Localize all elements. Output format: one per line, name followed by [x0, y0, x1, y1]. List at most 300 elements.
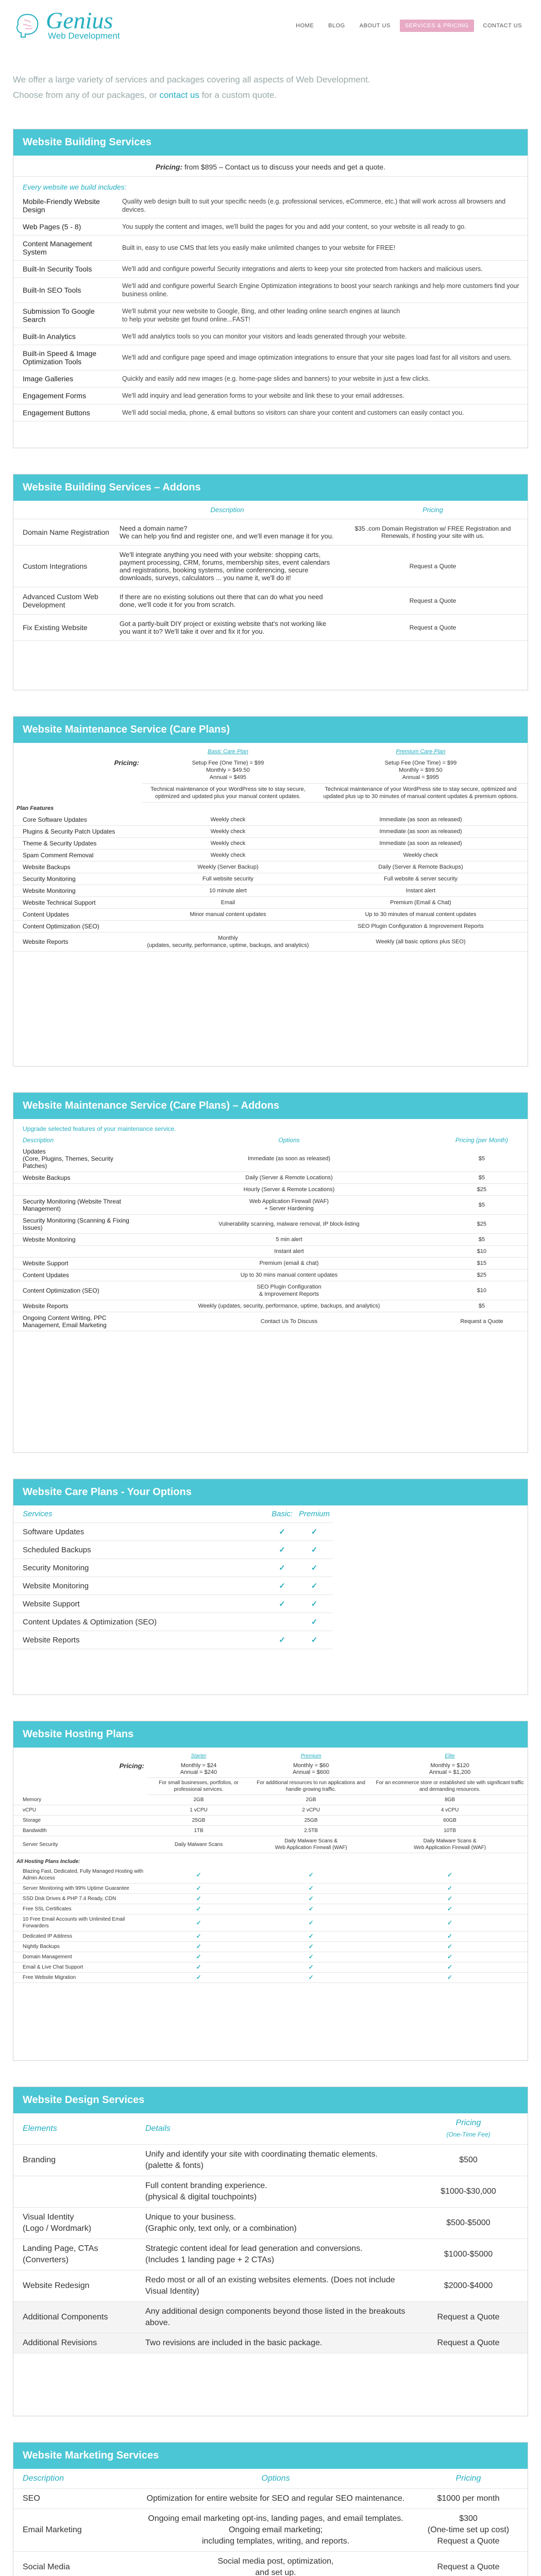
starter-check-icon: ✓ [147, 1884, 250, 1894]
table-row [13, 1312, 528, 1331]
premium-desc: Technical maintenance of your WordPress site to stay secure, optimized and updated plus up to 30 minutes of manual content updates & premium options. [314, 784, 528, 803]
elite-check-icon: ✓ [372, 1894, 528, 1904]
table-row [13, 885, 528, 897]
feature-label: Free Website Migration [13, 1973, 147, 1983]
table-row [13, 1559, 333, 1577]
table-row [13, 1952, 528, 1962]
row-description: We'll integrate anything you need with your website: shopping carts, payment processing, CRM, forums, membership sites, event calendars and registrations, booking systems, online conferencing, secure downloads, surveys, calculators ... you name it, we'll do it! [116, 546, 338, 587]
premium-check-icon: ✓ [250, 1867, 372, 1884]
plan-heading: Premium [300, 1753, 322, 1759]
table-row [13, 850, 528, 861]
care-addons-sub: Upgrade selected features of your maintenance service. [23, 1125, 176, 1132]
row-option: Daily (Server & Remote Locations) [142, 1172, 436, 1184]
spec-label: vCPU [13, 1805, 147, 1816]
hosting-card [13, 1721, 528, 2061]
row-price: $25 [436, 1215, 528, 1234]
card-title: Website Maintenance Service (Care Plans) [13, 717, 528, 743]
row-price: $1000-$30,000 [409, 2176, 528, 2208]
spec-label: Server Security [13, 1836, 147, 1853]
premium-check-icon: ✓ [250, 1952, 372, 1962]
table-row [13, 873, 528, 885]
starter-check-icon: ✓ [147, 1904, 250, 1914]
starter-check-icon: ✓ [147, 1931, 250, 1942]
premium-check-icon: ✓ [296, 1631, 333, 1649]
col-details: Details [142, 2113, 409, 2145]
table-row [13, 261, 528, 278]
feature-label: Dedicated IP Address [13, 1931, 147, 1942]
premium-check-icon: ✓ [250, 1973, 372, 1983]
row-label: Built-In SEO Tools [13, 278, 119, 303]
care-plans-card [13, 716, 528, 1066]
table-row [13, 1577, 333, 1595]
table-row [13, 1884, 528, 1894]
care-addons-card [13, 1092, 528, 1453]
row-option: Up to 30 mins manual content updates [142, 1269, 436, 1281]
basic-price: Setup Fee (One Time) = $99 Monthly = $49.50 Annual = $495 [192, 760, 264, 781]
intro-text [13, 72, 528, 103]
row-price: $300 (One-time set up cost) Request a Quote [409, 2509, 528, 2552]
premium-value: Immediate (as soon as released) [314, 814, 528, 826]
premium-plan-heading: Premium Care Plan [396, 749, 446, 755]
plan-desc: For additional resources to run applications and handle growing traffic. [250, 1778, 372, 1795]
table-row [13, 1146, 528, 1172]
row-details: Any additional design components beyond those listed in the breakouts above. [142, 2302, 409, 2333]
table-row [13, 2239, 528, 2270]
row-details: Unify and identify your site with coordinating thematic elements. (palette & fonts) [142, 2145, 409, 2176]
plan-price: Monthly = $60 Annual = $600 [292, 1762, 330, 1775]
table-row [13, 235, 528, 261]
row-label: Plugins & Security Patch Updates [13, 826, 142, 838]
row-option: Contact Us To Discuss [142, 1312, 436, 1331]
row-option: Ongoing email marketing opt-ins, landing pages, and email templates. Ongoing email marketing; including templates, writing, and reports. [142, 2509, 409, 2552]
feature-label: Nightly Backups [13, 1942, 147, 1952]
elite-value: 4 vCPU [372, 1805, 528, 1816]
table-row [13, 1942, 528, 1952]
table-row [13, 1269, 528, 1281]
row-price: Request a Quote [338, 587, 528, 615]
premium-check-icon: ✓ [296, 1613, 333, 1631]
elite-check-icon: ✓ [372, 1931, 528, 1942]
row-label: Website Redesign [13, 2270, 142, 2302]
contact-us-link[interactable]: contact us [159, 90, 199, 100]
row-option: Instant alert [142, 1246, 436, 1258]
row-label: Visual Identity (Logo / Wordmark) [13, 2208, 142, 2239]
basic-check-icon: ✓ [268, 1541, 296, 1559]
table-row [13, 546, 528, 587]
premium-value: 2GB [250, 1795, 372, 1805]
row-description: If there are no existing solutions out there that can do what you need done, we'll code it for you from scratch. [116, 587, 338, 615]
starter-check-icon: ✓ [147, 1867, 250, 1884]
row-label: Landing Page, CTAs (Converters) [13, 2239, 142, 2270]
intro-line-1: We offer a large variety of services and packages covering all aspects of Web Development. [13, 75, 370, 84]
table-row [13, 1172, 528, 1184]
row-label: Built-In Security Tools [13, 261, 119, 278]
premium-value: Instant alert [314, 885, 528, 897]
row-price: $5 [436, 1172, 528, 1184]
table-row [13, 1836, 528, 1853]
brand-subtitle: Web Development [48, 31, 120, 41]
elite-value: 10TB [372, 1826, 528, 1836]
elite-value: 8GB [372, 1795, 528, 1805]
row-label: Web Pages (5 - 8) [13, 218, 119, 235]
col-elements: Elements [13, 2113, 142, 2145]
row-label: Website Support [13, 1595, 268, 1613]
row-option: SEO Plugin Configuration & Improvement Reports [142, 1281, 436, 1300]
features-label: All Hosting Plans Include: [16, 1859, 80, 1865]
row-label: SEO [13, 2489, 142, 2509]
row-label: Website Technical Support [13, 897, 142, 909]
row-price: $2000-$4000 [409, 2270, 528, 2302]
table-row [13, 826, 528, 838]
table-row [13, 387, 528, 404]
table-row [13, 404, 528, 421]
premium-check-icon: ✓ [250, 1931, 372, 1942]
starter-check-icon: ✓ [147, 1894, 250, 1904]
card-title: Website Hosting Plans [13, 1721, 528, 1748]
row-label: Ongoing Content Writing, PPC Management, Email Marketing [13, 1312, 142, 1331]
card-title: Website Building Services [13, 129, 528, 156]
row-label: Website Reports [13, 1631, 268, 1649]
table-row [13, 1962, 528, 1973]
row-label: Advanced Custom Web Development [13, 587, 116, 615]
premium-check-icon: ✓ [250, 1894, 372, 1904]
table-row [13, 1541, 333, 1559]
row-label [13, 1246, 142, 1258]
row-label: Social Media [13, 2552, 142, 2576]
table-row [13, 921, 528, 933]
basic-value: Weekly check [142, 826, 314, 838]
col-pricing: Pricing [409, 2469, 528, 2489]
premium-value: Weekly (all basic options plus SEO) [314, 933, 528, 952]
elite-value: 60GB [372, 1816, 528, 1826]
table-row [13, 1215, 528, 1234]
row-price: $25 [436, 1184, 528, 1196]
row-label: Engagement Buttons [13, 404, 119, 421]
premium-value: Daily Malware Scans & Web Application Firewall (WAF) [250, 1836, 372, 1853]
row-description: We'll add inquiry and lead generation forms to your website and link these to your email addresses. [119, 387, 528, 404]
elite-check-icon: ✓ [372, 1904, 528, 1914]
row-details: Unique to your business. (Graphic only, text only, or a combination) [142, 2208, 409, 2239]
basic-check-icon: ✓ [268, 1595, 296, 1613]
premium-check-icon: ✓ [296, 1523, 333, 1541]
row-label: Content Optimization (SEO) [13, 1281, 142, 1300]
starter-check-icon: ✓ [147, 1962, 250, 1973]
col-pricing: Pricing [338, 501, 528, 519]
row-label: Spam Comment Removal [13, 850, 142, 861]
table-row [13, 2552, 528, 2576]
row-description: We'll add and configure powerful Search Engine Optimization integrations to boost your search rankings and help more customers find your business online. [119, 278, 528, 303]
table-row [13, 1914, 528, 1931]
premium-value: Immediate (as soon as released) [314, 826, 528, 838]
row-label: Website Support [13, 1258, 142, 1269]
basic-plan-heading: Basic Care Plan [207, 749, 248, 755]
care-options-card [13, 1479, 528, 1695]
row-description: We'll add and configure powerful Security integrations and alerts to keep your site protected from hackers and malicious users. [119, 261, 528, 278]
nav-blog[interactable]: BLOG [328, 23, 345, 29]
row-price: Request a Quote [409, 2552, 528, 2576]
basic-check-icon [268, 1613, 296, 1631]
plan-desc: For small businesses, portfolios, or professional services. [147, 1778, 250, 1795]
basic-value: Weekly (Server Backup) [142, 861, 314, 873]
table-row [13, 2489, 528, 2509]
col-options: Options [142, 2469, 409, 2489]
row-label: Mobile-Friendly Website Design [13, 193, 119, 218]
premium-check-icon: ✓ [250, 1962, 372, 1973]
col-services: Services [13, 1505, 268, 1523]
table-row [13, 1613, 333, 1631]
plan-price: Monthly = $120 Annual = $1,200 [429, 1762, 471, 1775]
row-option: Premium (email & chat) [142, 1258, 436, 1269]
col-description: Description [116, 501, 338, 519]
col-pricing-sub: (One-Time Fee) [446, 2131, 491, 2138]
table-row [13, 1816, 528, 1826]
table-row [13, 1246, 528, 1258]
row-details: Strategic content ideal for lead generation and conversions. (Includes 1 landing page + 2 CTAs) [142, 2239, 409, 2270]
table-row [13, 1805, 528, 1816]
basic-value [142, 921, 314, 933]
table-row [13, 814, 528, 826]
premium-check-icon: ✓ [250, 1914, 372, 1931]
premium-check-icon: ✓ [296, 1541, 333, 1559]
table-row [13, 1631, 333, 1649]
row-price: Request a Quote [338, 546, 528, 587]
premium-value: Premium (Email & Chat) [314, 897, 528, 909]
nav-services-pricing[interactable]: SERVICES & PRICING [400, 20, 474, 32]
row-description: Got a partly-built DIY project or existing website that's not working like you want it to? We'll take it over and fix it for you. [116, 615, 338, 641]
intro-line-2 [13, 88, 528, 103]
table-row [13, 1300, 528, 1312]
elite-check-icon: ✓ [372, 1973, 528, 1983]
premium-check-icon: ✓ [250, 1942, 372, 1952]
row-label: Content Optimization (SEO) [13, 921, 142, 933]
col-pricing-label: Pricing [455, 2119, 481, 2127]
premium-value: 2.5TB [250, 1826, 372, 1836]
pricing-text: from $895 – Contact us to discuss your needs and get a quote. [182, 163, 385, 171]
basic-value: Full website security [142, 873, 314, 885]
table-row [13, 1931, 528, 1942]
starter-check-icon: ✓ [147, 1942, 250, 1952]
row-label: Domain Name Registration [13, 519, 116, 546]
starter-check-icon: ✓ [147, 1914, 250, 1931]
table-row [13, 1973, 528, 1983]
table-row [13, 2270, 528, 2302]
card-title: Website Marketing Services [13, 2443, 528, 2469]
premium-check-icon: ✓ [250, 1904, 372, 1914]
care-addons-table [13, 1134, 528, 1331]
premium-value: Weekly check [314, 850, 528, 861]
table-row [13, 1281, 528, 1300]
table-row [13, 1258, 528, 1269]
table-row [13, 2333, 528, 2353]
row-label: Additional Revisions [13, 2333, 142, 2353]
elite-check-icon: ✓ [372, 1867, 528, 1884]
table-row [13, 1234, 528, 1246]
elite-check-icon: ✓ [372, 1914, 528, 1931]
row-price: $35 .com Domain Registration w/ FREE Registration and Renewals, if hosting your site with us. [338, 519, 528, 546]
table-row [13, 193, 528, 218]
row-price: $5 [436, 1196, 528, 1215]
main-nav [291, 20, 527, 32]
col-premium: Premium [296, 1505, 333, 1523]
pricing-label: Pricing: [156, 163, 183, 171]
basic-check-icon: ✓ [268, 1523, 296, 1541]
table-row [13, 1523, 333, 1541]
row-option: Social media post, optimization, and set up. [142, 2552, 409, 2576]
row-price: $5 [436, 1300, 528, 1312]
row-price: Request a Quote [436, 1312, 528, 1331]
basic-check-icon: ✓ [268, 1577, 296, 1595]
row-price: Request a Quote [409, 2302, 528, 2333]
row-label: Content Updates [13, 909, 142, 921]
elite-check-icon: ✓ [372, 1942, 528, 1952]
row-label: Email Marketing [13, 2509, 142, 2552]
row-label: Submission To Google Search [13, 303, 119, 328]
row-label: Security Monitoring [13, 1559, 268, 1577]
row-option: Vulnerability scanning, malware removal, IP block-listing [142, 1215, 436, 1234]
table-row [13, 615, 528, 641]
addons-table [13, 501, 528, 641]
nav-contact[interactable]: CONTACT US [483, 23, 522, 29]
row-label: Core Software Updates [13, 814, 142, 826]
premium-value: Daily (Server & Remote Backups) [314, 861, 528, 873]
pricing-label: Pricing: [119, 1762, 144, 1770]
row-label: Built-in Speed & Image Optimization Tools [13, 345, 119, 370]
table-row [13, 218, 528, 235]
col-description: Description [13, 2469, 142, 2489]
design-table [13, 2113, 528, 2353]
plan-heading: Starter [191, 1753, 207, 1759]
includes-table [13, 193, 528, 421]
premium-check-icon: ✓ [296, 1595, 333, 1613]
starter-value: Daily Malware Scans [147, 1836, 250, 1853]
nav-about[interactable]: ABOUT US [359, 23, 391, 29]
table-row [13, 2145, 528, 2176]
elite-value: Daily Malware Scans & Web Application Firewall (WAF) [372, 1836, 528, 1853]
row-label: Fix Existing Website [13, 615, 116, 641]
feature-label: SSD Disk Drives & PHP 7.4 Ready, CDN [13, 1894, 147, 1904]
basic-check-icon: ✓ [268, 1559, 296, 1577]
premium-value: Immediate (as soon as released) [314, 838, 528, 850]
starter-value: 1TB [147, 1826, 250, 1836]
table-row [13, 861, 528, 873]
row-price: $500-$5000 [409, 2208, 528, 2239]
spec-label: Storage [13, 1816, 147, 1826]
row-label: Image Galleries [13, 370, 119, 387]
row-label: Website Monitoring [13, 1577, 268, 1595]
row-price: $5 [436, 1146, 528, 1172]
basic-value: 10 minute alert [142, 885, 314, 897]
col-basic: Basic: [268, 1505, 296, 1523]
row-label: Security Monitoring (Website Threat Management) [13, 1196, 142, 1215]
nav-home[interactable]: HOME [296, 23, 314, 29]
row-label: Scheduled Backups [13, 1541, 268, 1559]
building-addons-card [13, 474, 528, 690]
row-label: Custom Integrations [13, 546, 116, 587]
card-title: Website Design Services [13, 2087, 528, 2113]
card-title: Website Maintenance Service (Care Plans) – Addons [13, 1093, 528, 1119]
row-label: Engagement Forms [13, 387, 119, 404]
pricing-line [13, 156, 528, 176]
row-price: $15 [436, 1258, 528, 1269]
row-label: Website Backups [13, 1172, 142, 1184]
row-price: $25 [436, 1269, 528, 1281]
row-option: Hourly (Server & Remote Locations) [142, 1184, 436, 1196]
starter-check-icon: ✓ [147, 1952, 250, 1962]
feature-label: Free SSL Certificates [13, 1904, 147, 1914]
row-price: $1000-$5000 [409, 2239, 528, 2270]
table-row [13, 1826, 528, 1836]
table-row [13, 2208, 528, 2239]
plan-features-label: Plan Features [16, 805, 54, 811]
table-row [13, 328, 528, 345]
table-row [13, 519, 528, 546]
options-table [13, 1505, 333, 1649]
feature-label: 10 Free Email Accounts with Unlimited Email Forwarders [13, 1914, 147, 1931]
row-label [13, 2176, 142, 2208]
basic-value: Weekly check [142, 850, 314, 861]
hosting-table [13, 1748, 528, 1983]
premium-check-icon: ✓ [296, 1577, 333, 1595]
row-label: Theme & Security Updates [13, 838, 142, 850]
table-row [13, 587, 528, 615]
row-option: Optimization for entire website for SEO and regular SEO maintenance. [142, 2489, 409, 2509]
includes-heading: Every website we build includes: [13, 176, 528, 193]
table-row [13, 909, 528, 921]
marketing-card [13, 2442, 528, 2576]
premium-check-icon: ✓ [250, 1884, 372, 1894]
row-option: Weekly (updates, security, performance, uptime, backups, and analytics) [142, 1300, 436, 1312]
row-label: Updates (Core, Plugins, Themes, Security Patches) [13, 1146, 142, 1172]
table-row [13, 1196, 528, 1215]
elite-check-icon: ✓ [372, 1884, 528, 1894]
premium-value: Full website & server security [314, 873, 528, 885]
premium-value: 2 vCPU [250, 1805, 372, 1816]
basic-value: Email [142, 897, 314, 909]
row-label: Security Monitoring (Scanning & Fixing Issues) [13, 1215, 142, 1234]
row-description: You supply the content and images, we'll build the pages for you and add your content, so your website is all ready to go. [119, 218, 528, 235]
table-row [13, 303, 528, 328]
row-label [13, 1184, 142, 1196]
row-price: $10 [436, 1246, 528, 1258]
row-price: Request a Quote [409, 2333, 528, 2353]
table-row [13, 2302, 528, 2333]
logo[interactable] [14, 7, 120, 41]
premium-value: Up to 30 minutes of manual content updates [314, 909, 528, 921]
row-description: Built in, easy to use CMS that lets you easily make unlimited changes to your website for FREE! [119, 235, 528, 261]
row-description: Need a domain name? We can help you find and register one, and we'll even manage it for you. [116, 519, 338, 546]
row-option: 5 min alert [142, 1234, 436, 1246]
row-label: Content Updates & Optimization (SEO) [13, 1613, 268, 1631]
row-label: Content Updates [13, 1269, 142, 1281]
row-label: Branding [13, 2145, 142, 2176]
row-price: $500 [409, 2145, 528, 2176]
pricing-label: Pricing: [114, 759, 139, 767]
row-label: Website Monitoring [13, 1234, 142, 1246]
col-pricing [409, 2113, 528, 2145]
feature-label: Blazing Fast, Dedicated, Fully Managed Hosting with Admin Access [13, 1867, 147, 1884]
feature-label: Email & Live Chat Support [13, 1962, 147, 1973]
premium-value: 25GB [250, 1816, 372, 1826]
row-label: Software Updates [13, 1523, 268, 1541]
row-label: Website Backups [13, 861, 142, 873]
row-label: Website Monitoring [13, 885, 142, 897]
premium-value: SEO Plugin Configuration & Improvement Reports [314, 921, 528, 933]
spec-label: Bandwidth [13, 1826, 147, 1836]
marketing-table [13, 2469, 528, 2576]
table-row [13, 370, 528, 387]
row-description: We'll submit your new website to Google, Bing, and other leading online search engines at launch to help your website get found online...FAST! [119, 303, 528, 328]
table-row [13, 1184, 528, 1196]
